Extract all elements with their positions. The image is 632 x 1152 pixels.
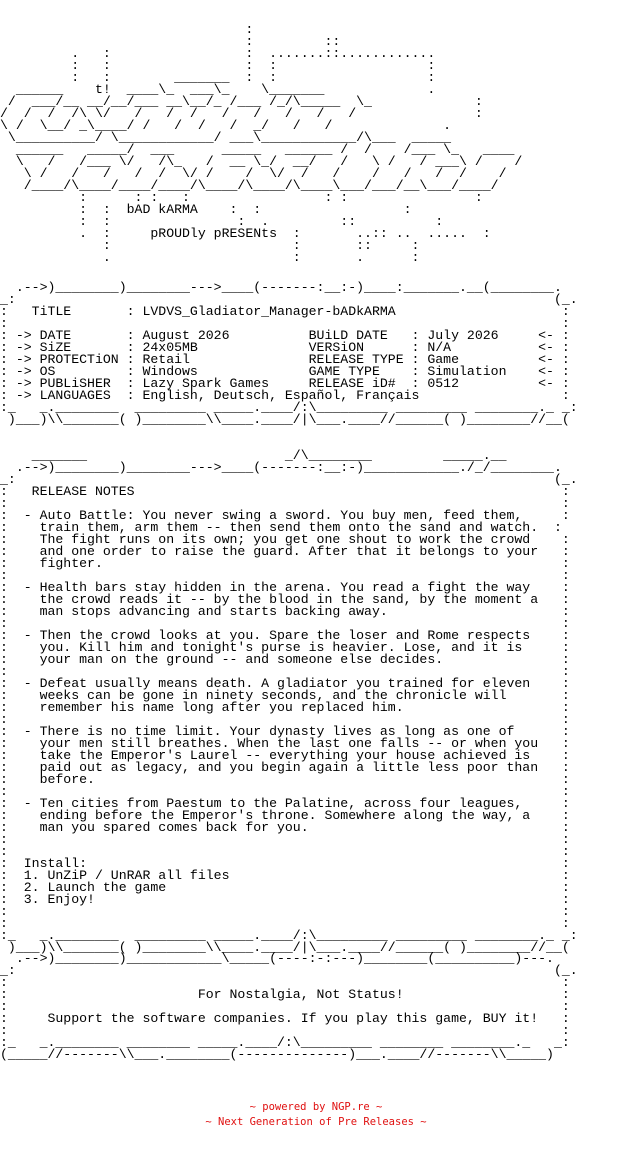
credits-footer (0, 1100, 632, 1130)
powered-by-line: ~ powered by NGP.re ~ (249, 1101, 383, 1113)
release-notes-box: _______ _/\________ _____.__ .-->)________)________--->____(-------:__:-)____________./_/________. _: (_. : RELEASE NOTES : : : : - Auto Battle: You never swing a sword. You buy men, feed them, : : train them, arm them -- then send them onto the sand and watch. : : The fight runs on its own; you get one shout to work the crowd : : and one order to raise the guard. After that it belongs to your : : fighter. : : : : - Health bars stay hidden in the arena. You read a fight the way : : the crowd reads it -- by the blood in the sand, by the moment a : : man stops advancing and starts backing away. : : : : - Then the crowd looks at you. Spare the loser and Rome respects : : you. Kill him and tonight's purse is heavier. Lose, and it is : : your man on the ground -- and someone else decides. : : : : - Defeat usually means death. A gladiator you trained for eleven : : weeks can be gone in ninety seconds, and the chronicle will : : remember his name long after you replaced him. : : : : - There is no time limit. Your dynasty lives as long as one of : : your men still breathes. When the last one falls -- or when you : : take the Emperor's Laurel -- everything your house achieved is : : paid out as legacy, and you begin again a little less poor than : : before. : : : : - Ten cities from Paestum to the Palatine, across four leagues, : : ending before the Emperor's throne. Somewhere along the way, a : : man you spared comes back for you. : : : : : : Install: : : 1. UnZiP / UnRAR all files : : 2. Launch the game : : 3. Enjoy! : : : : : :_ _.________ _________ _____.____/:\_________ _________ ________._ _: )___)\\_______( )________\\____.____/|\___.____//______( )________//__( (0, 448, 578, 955)
greetings-footer-box: .-->)________)____________\_____(----:-:---)________(__________)---. _: (_. : : : For Nostalgia, Not Status! : : : : Support the software companies. If you play this game, BUY it! : : : :_ _.________ ________ _____.____/:\_________ ________ ________._ _: (_____//-------\\___.________(--------------)___.____//-------\\_____) (0, 951, 578, 1062)
release-info-box: .-->)________)________--->____(-------:__:-)____:_______.__(________. _: (_. : TiTLE : LVDVS_Gladiator_Manager-bADkARMA : : : : -> DATE : August 2026 BUiLD DATE : July 2026 <- : : -> SiZE : 24x05MB VERSiON : N/A <- : : -> PROTECTiON : Retail RELEASE TYPE : Game <- : : -> OS : Windows GAME TYPE : Simulation <- : : -> PUBLiSHER : Lazy Spark Games RELEASE iD# : 0512 <- : : -> LANGUAGES : English, Deutsch, Español, Français : :_ _.________ _________ _____.____/:\_________ _________ ________._ _: )___)\\_______( )________\\____.____/|\___.____//______( )________//__( (0, 280, 578, 427)
tagline-line: ~ Next Generation of Pre Releases ~ (205, 1116, 427, 1128)
ascii-logo-group-banner: : : :: . : : .......::............ : : : : : : : _______ : : : ______ t! ____\_ ___\_ \_______ . / ___/__ __/__/___ __\__/_ /___ /_/\_____ \_ : / / / /\ \/ / / / / / / / / : \ / \__/ _\____/ / / / / _/ / / . \__________/ \____________/ ___\____________/\___ _____ ______ _____/ ___ _____ ______ / / /___ \_ ____ \ / /___ \/ /\_ / __ \_/ __/ / \ / / ___\ / / \ / / / / / \/ / / \/ / / / / / / / /____/\____/____/____/\____/\____/\____\___/___/__\___/____/ : : : : : : : : : bAD kARMA : : : : : : . :: : . : pROUDly pRESENts : ..:: .. ..... : : : :: : . : . : (0, 22, 523, 265)
